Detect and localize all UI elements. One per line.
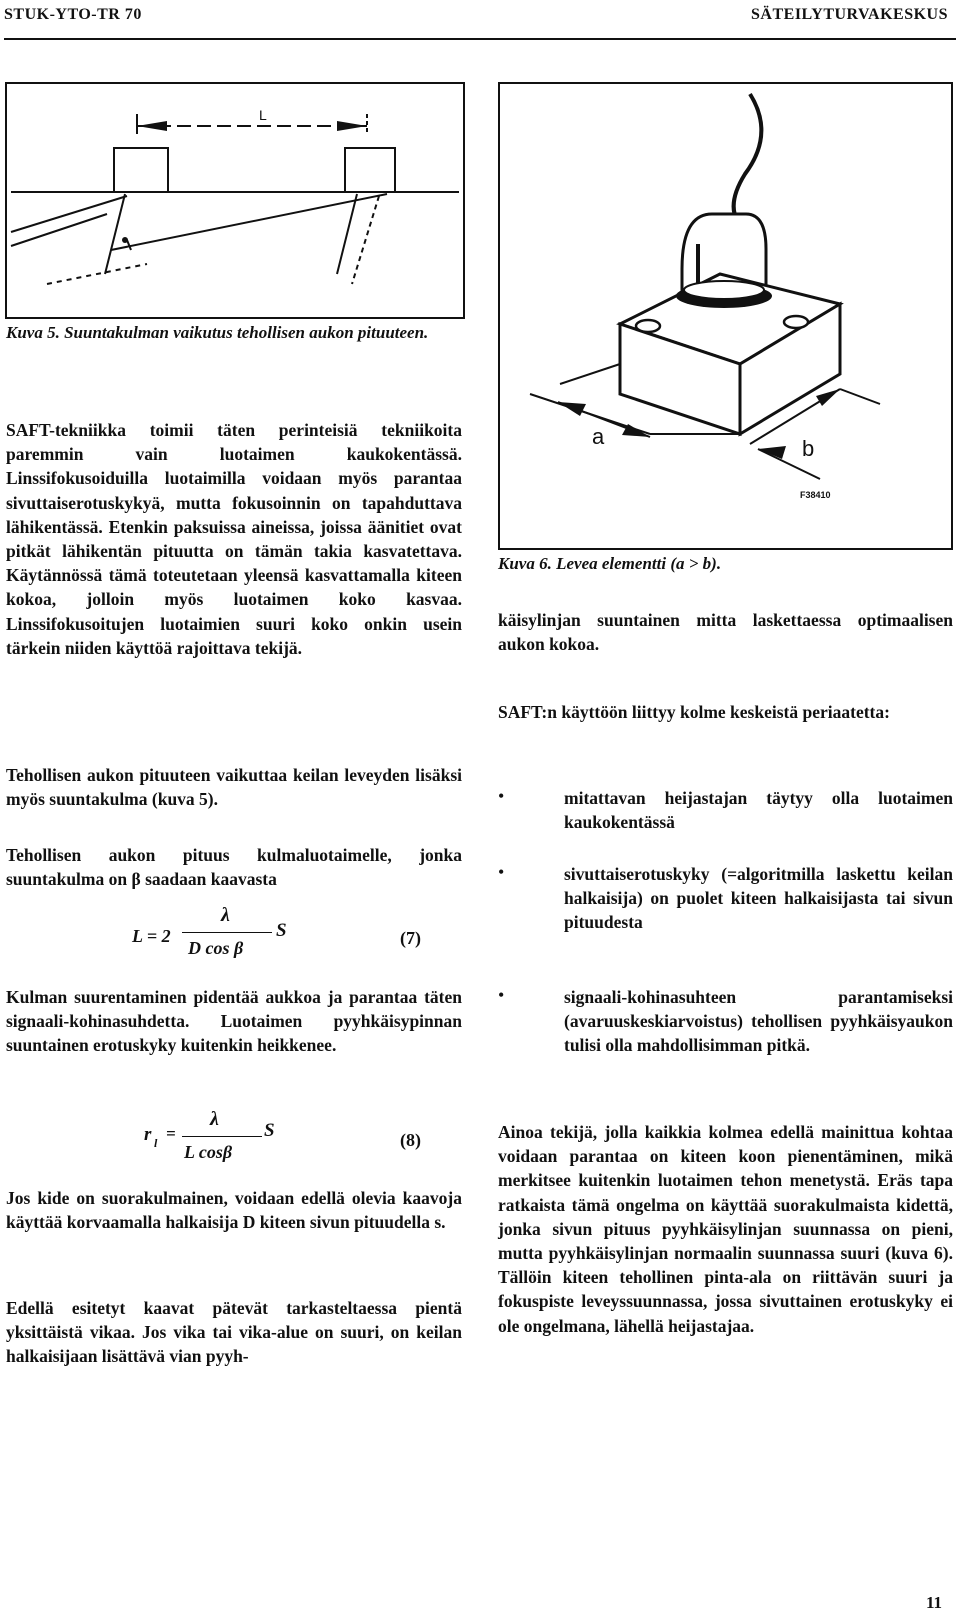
running-header-left: STUK-YTO-TR 70 — [4, 6, 142, 23]
bullet-text-1: mitattavan heijastajan täytyy olla luotaimen kaukokentässä — [564, 788, 953, 833]
bullet-symbol: • — [498, 786, 505, 806]
eq7-rhs: S — [276, 920, 287, 941]
eq8-lhs: r — [144, 1124, 152, 1145]
header-rule — [4, 38, 956, 40]
right-paragraph-2-text: SAFT:n käyttöön liittyy kolme keskeistä periaatetta: — [498, 702, 890, 722]
bullet-symbol: • — [498, 862, 505, 882]
figure-5-label-L: L — [259, 107, 267, 123]
figure-6-caption — [498, 553, 953, 575]
figure-5-frame — [5, 82, 465, 319]
left-paragraph-3 — [6, 843, 462, 891]
left-paragraph-5 — [6, 1186, 462, 1234]
eq8-equals: = — [166, 1124, 176, 1143]
figure-6-caption-prefix: Kuva 6. — [498, 554, 552, 573]
left-paragraph-1 — [6, 418, 462, 660]
bullet-text-2: sivuttaiserotuskyky (=algoritmilla laskettu keilan halkaisija) on puolet kiteen halkaisijasta tai sivun pituudesta — [564, 864, 953, 933]
figure-6-label-b: b — [802, 436, 815, 461]
left-paragraph-3-text: Tehollisen aukon pituus kulmaluotaimelle, jonka suuntakulma on β saadaan kaavasta — [6, 845, 462, 890]
left-paragraph-5-text: Jos kide on suorakulmainen, voidaan edellä olevia kaavoja käyttää korvaamalla halkaisija D kiteen sivun pituudella s. — [6, 1188, 462, 1233]
figure-5-caption — [6, 322, 462, 344]
left-paragraph-6-text: Edellä esitetyt kaavat pätevät tarkasteltaessa pientä yksittäistä vikaa. Jos vika tai vika-alue on suuri, on keilan halkaisijaan lisättävä vian pyyh- — [6, 1298, 462, 1367]
right-paragraph-3-text: Ainoa tekijä, jolla kaikkia kolmea edellä mainittua kohtaa voidaan parantaa on kiteen koon pienentäminen, mikä merkitsee kuitenkin luotaimen tehon menetystä. Eräs tapa ratkaista tämä ongelma on käyttää suorakulmaista kidettä, jonka sivun pituus pyyhkäisylinjan suunnassa on pieni, mutta pyyhkäisylinjan normaalin suunnassa suuri (kuva 6). Tällöin kiteen tehollinen pinta-ala on riittävän suuri ja fokuspiste leveyssuunnassa, jossa sivuttainen erotuskyky ei ole ongelmana, lähellä heijastajaa. — [498, 1122, 953, 1336]
eq8-lhs-subscript: l — [154, 1136, 158, 1150]
left-paragraph-2-text: Tehollisen aukon pituuteen vaikuttaa keilan leveyden lisäksi myös suuntakulma (kuva 5). — [6, 765, 462, 810]
eq8-number: (8) — [400, 1130, 421, 1150]
equation-7 — [0, 900, 466, 980]
left-paragraph-4-text: Kulman suurentaminen pidentää aukkoa ja parantaa täten signaali-kohinasuhdetta. Luotaimen pyyhkäisypinnan suuntainen erotuskyky kuitenkin heikkenee. — [6, 987, 462, 1056]
eq7-denominator: D cos β — [188, 938, 244, 958]
eq8-numerator: λ — [210, 1108, 219, 1130]
page-number: 11 — [925, 1593, 942, 1612]
figure-6-frame — [498, 82, 953, 550]
left-paragraph-4 — [6, 985, 462, 1058]
figure-6-label-a: a — [592, 424, 605, 449]
left-paragraph-1-text: SAFT-tekniikka toimii täten perinteisiä tekniikoita paremmin vain luotaimen kaukokentässä. Linssifokusoiduilla luotaimilla voidaan myös parantaa sivuttaiserotuskykyä, mutta fokusoinnin on tapahduttava lähikentässä. Etenkin paksuissa aineissa, joissa äänitiet ovat pitkät lähikentän pituutta on tämän takia kasvatettava. Käytännössä tämä toteutetaan yleensä kasvattamalla kiteen kokoa, jolloin myös luotaimen koko kasvaa. Linssifokusoitujen luotaimien suuri koko onkin usein tärkein niiden käyttöä rajoittava tekijä. — [6, 420, 462, 658]
figure-6-diagram — [500, 84, 951, 548]
right-paragraph-3 — [498, 1120, 953, 1338]
eq7-fraction-bar — [182, 932, 272, 933]
left-paragraph-2 — [6, 763, 462, 811]
figure-5-caption-text: Suuntakulman vaikutus tehollisen aukon pituuteen. — [64, 323, 429, 342]
figure-6-caption-text: Levea elementti (a > b). — [556, 554, 722, 573]
bullet-symbol: • — [498, 985, 505, 1005]
eq8-rhs: S — [264, 1120, 275, 1141]
right-paragraph-1-text: käisylinjan suuntainen mitta laskettaessa optimaalisen aukon kokoa. — [498, 610, 953, 655]
left-paragraph-6 — [6, 1296, 462, 1369]
running-header-right: SÄTEILYTURVAKESKUS — [751, 6, 948, 23]
figure-6-photo-credit: F38410 — [800, 490, 831, 500]
eq8-fraction-bar — [182, 1136, 262, 1137]
right-paragraph-2 — [498, 700, 953, 724]
right-paragraph-1 — [498, 608, 953, 656]
equation-8 — [0, 1108, 466, 1178]
figure-5-caption-prefix: Kuva 5. — [6, 323, 60, 342]
eq7-number: (7) — [400, 928, 421, 948]
eq7-lhs: L = 2 — [132, 926, 171, 946]
bullet-text-3: signaali-kohinasuhteen parantamiseksi (avaruuskeskiarvoistus) tehollisen pyyhkäisyaukon tulisi olla mahdollisimman pitkä. — [564, 987, 953, 1056]
figure-5-diagram — [7, 84, 463, 317]
eq7-numerator: λ — [221, 904, 230, 926]
eq8-denominator: L cosβ — [184, 1142, 233, 1162]
